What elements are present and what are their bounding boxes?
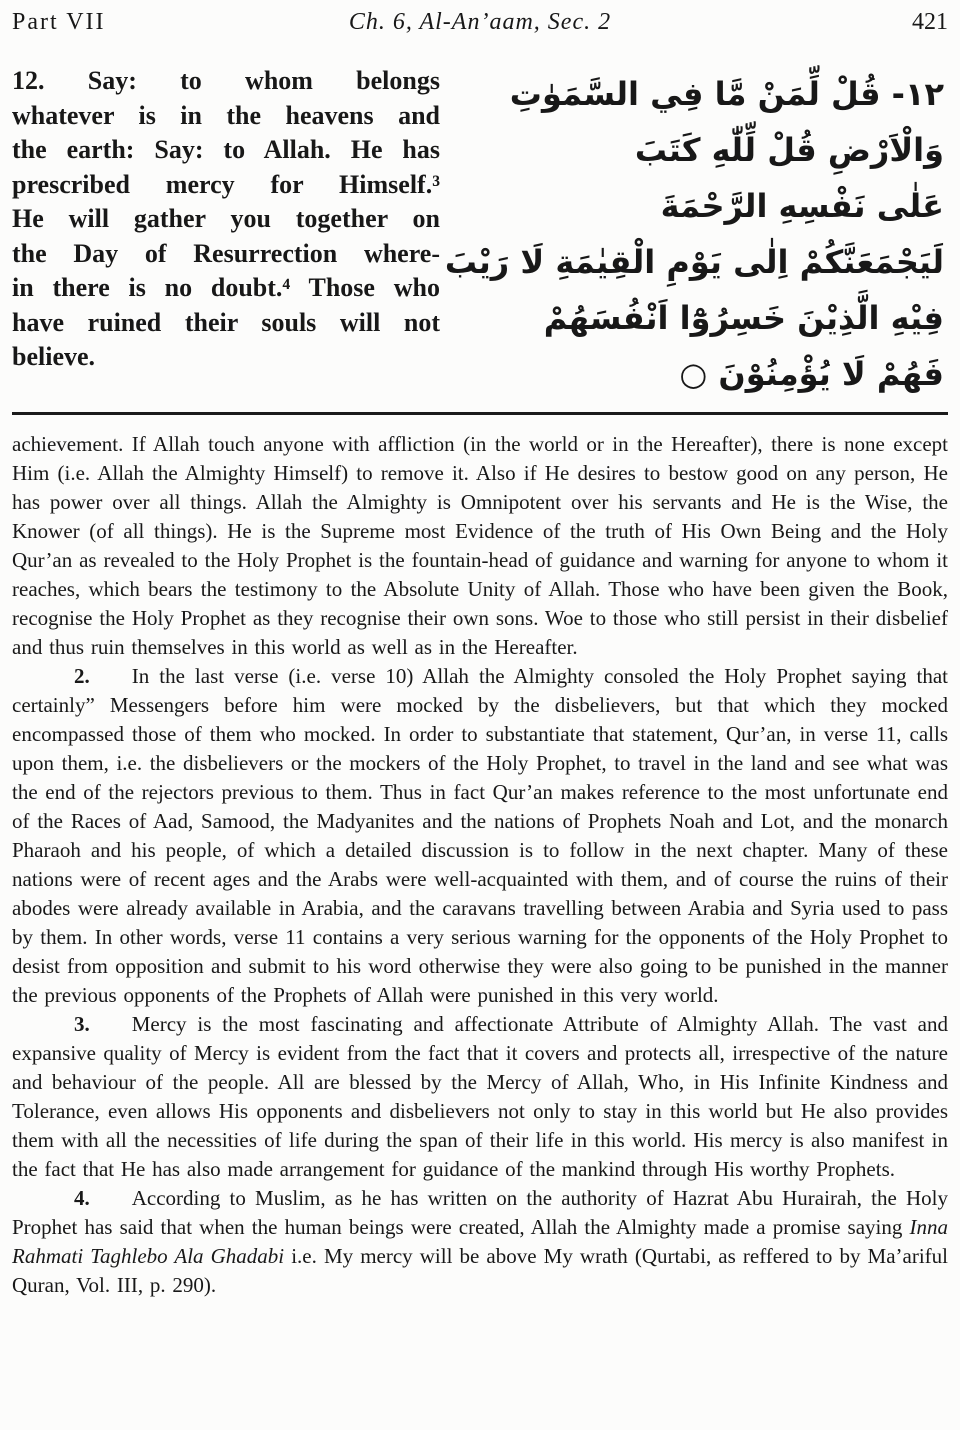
verse-arabic-line: فَهُمْ لَا يُؤْمِنُوْنَ ○ xyxy=(679,355,944,393)
verse-translation-english xyxy=(12,64,440,375)
commentary-paragraph xyxy=(12,662,948,1010)
verse-english-line: 12. Say: to whom belongs xyxy=(12,66,440,95)
paragraph-text: According to Muslim, as he has written on the authority of Hazrat Abu Hurairah, the Holy Prophet has said that when the human beings were created, Allah the Almighty made a promise saying xyxy=(12,1186,948,1239)
page-header xyxy=(12,8,948,36)
paragraph-number: 4. xyxy=(74,1186,90,1210)
verse-arabic-line: وَالْاَرْضِ قُلْ لِّلّٰهِ كَتَبَ xyxy=(634,131,944,169)
page-number: 421 xyxy=(912,9,948,35)
verse-english-line: have ruined their souls will not xyxy=(12,307,440,337)
verse-english-line: in there is no doubt.⁴ Those who xyxy=(12,273,440,302)
verse-arabic-line: لَيَجْمَعَنَّكُمْ اِلٰى يَوْمِ الْقِيٰمَةِ لَا رَيْبَ xyxy=(444,243,944,281)
verse-english-line: believe. xyxy=(12,342,96,371)
paragraph-text: In the last verse (i.e. verse 10) Allah the Almighty consoled the Holy Prophet saying that certainly” Messengers before him were mocked by the disbelievers, but that which they mocked encompassed those of them who mocked. In order to substantiate that statement, Qur’an, in verse 11, calls upon them, i.e. the disbelievers or the mockers of the Holy Prophet, to travel in the land and see what was the end of the rejectors previous to them. Thus in fact Qur’an makes reference to the most unfortunate end of the Races of Aad, Samood, the Madyanites and the nations of Prophets Noah and Lot, and the monarch Pharaoh and his people, of which a detailed discussion is to follow in the next chapter. Many of these nations were of recent ages and the Arabs were well-acquainted with them, and of course the ruins of their abodes were already available in Arabia, and the caravans travelling between Arabia and Syria used to pass by them. In other words, verse 11 contains a very serious warning for the opponents of the Holy Prophet to desist from opposition and submit to his word otherwise they were also going to be punished in the manner the previous opponents of the Prophets of Allah were punished in this very world. xyxy=(12,664,948,1007)
verse-arabic-line: ۱۲- قُلْ لِّمَنْ مَّا فِي السَّمَوٰتِ xyxy=(509,75,944,113)
paragraph-text: i.e. My mercy will be above My wrath (Qurtabi, as reffered to by Ma’ariful Quran, Vol. III, p. 290). xyxy=(12,1244,948,1297)
paragraph-number: 3. xyxy=(74,1012,90,1036)
italic-phrase: Inna Rahmati Taghlebo Ala Ghadabi xyxy=(12,1215,948,1268)
paragraph-number: 2. xyxy=(74,664,90,688)
commentary-paragraph xyxy=(12,1184,948,1300)
section-divider xyxy=(12,412,948,415)
verse-arabic-line: عَلٰى نَفْسِهِ الرَّحْمَةَ xyxy=(660,187,944,225)
paragraph-text: Mercy is the most fascinating and affectionate Attribute of Almighty Allah. The vast and expansive quality of Mercy is evident from the fact that it covers and protects all, irrespective of the nature and behaviour of the people. All are blessed by the Mercy of Allah, Who, in His Infinite Kindness and Tolerance, even allows His opponents and disbelievers not only to stay in this world but He also provides them with all the necessities of life during the span of their life in this world. His mercy is also manifest in the fact that He has also made arrangement for guidance of the mankind through His worthy Prophets. xyxy=(12,1012,948,1181)
paragraph-text: achievement. If Allah touch anyone with affliction (in the world or in the Hereafter), there is none except Him (i.e. Allah the Almighty Himself) to remove it. Also if He desires to bestow good on any person, He has power over all things. Allah the Almighty is Omnipotent over his servants and He is the Wise, the Knower (of all things). He is the Supreme most Evidence of the truth of His Own Being and the Holy Qur’an as revealed to the Holy Prophet is the fountain-head of guidance and warning for anyone to whom it reaches, which bears the testimony to the Absolute Unity of Allah. Those who have been given the Book, recognise the Holy Prophet as they recognise their own sons. Woe to those who still persist in their disbelief and thus ruin themselves in this world as well as in the Hereafter. xyxy=(12,432,948,659)
verse-arabic-text xyxy=(440,64,948,402)
verse-english-line: the Day of Resurrection where- xyxy=(12,238,440,268)
commentary-paragraph xyxy=(12,430,948,662)
verse-english-line: whatever is in the heavens and xyxy=(12,100,440,130)
verse-english-line: prescribed mercy for Himself.³ xyxy=(12,169,440,199)
verse-english-line: the earth: Say: to Allah. He has xyxy=(12,135,440,164)
verse-english-line: He will gather you together on xyxy=(12,204,440,233)
commentary-section xyxy=(12,430,948,1300)
chapter-heading: Ch. 6, Al-An’aam, Sec. 2 xyxy=(348,9,612,35)
verse-arabic-line: فِيْهِ الَّذِيْنَ خَسِرُوْٓا اَنْفُسَهُمْ xyxy=(543,299,944,337)
verse-section xyxy=(12,64,948,402)
part-label: Part VII xyxy=(12,9,106,35)
commentary-paragraph xyxy=(12,1010,948,1184)
